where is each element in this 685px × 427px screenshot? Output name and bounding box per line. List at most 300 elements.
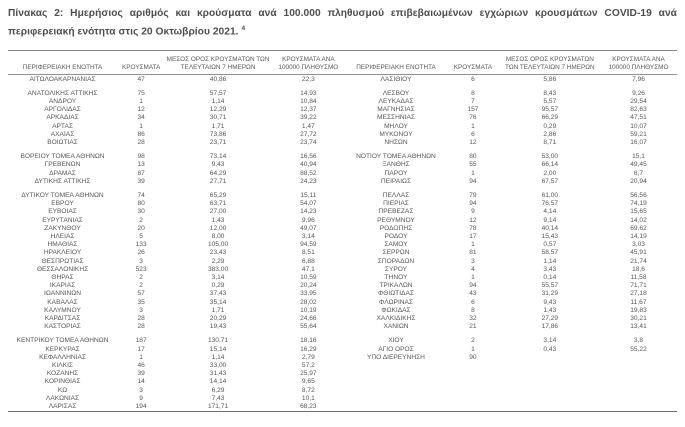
avg7-cell: 0,29 (211, 282, 225, 290)
cases-cell: 12 (137, 106, 145, 114)
cases-cell: 28 (137, 323, 145, 331)
avg7-cell (500, 403, 600, 411)
cases-cell: 2 (471, 337, 475, 345)
table-row (8, 395, 677, 403)
per100k-cell: 14,02 (630, 216, 647, 224)
region-name-cell: ΜΗΛΟΥ (384, 122, 408, 130)
per100k-cell: 55,64 (300, 323, 317, 331)
per100k-cell: 20,24 (300, 282, 317, 290)
table-row (8, 354, 677, 362)
avg7-cell: 8,71 (543, 139, 557, 146)
per100k-cell: 69,62 (630, 224, 647, 232)
region-name-cell: ΛΑΣΙΘΙΟΥ (380, 75, 412, 83)
per100k-cell: 54,07 (300, 200, 317, 208)
cases-cell: 81 (469, 249, 477, 257)
region-name-cell: ΚΕΝΤΡΙΚΟΥ ΤΟΜΕΑ ΑΘΗΝΩΝ (16, 337, 109, 345)
per100k-cell: 8,51 (301, 249, 315, 257)
region-name-cell: ΜΑΓΝΗΣΙΑΣ (377, 106, 415, 114)
avg7-cell: 7,43 (211, 394, 225, 402)
table-row (8, 89, 677, 98)
region-name-cell: ΔΥΤΙΚΟΥ ΤΟΜΕΑ ΑΘΗΝΩΝ (21, 192, 104, 200)
avg7-cell: 130,71 (207, 337, 229, 345)
region-name-cell: ΠΕΛΛΑΣ (382, 192, 410, 200)
cases-cell: 8 (471, 89, 475, 97)
per100k-cell: 49,07 (300, 224, 317, 232)
table-row (8, 208, 677, 216)
avg7-cell: 9,14 (543, 216, 557, 224)
cases-cell: 12 (469, 216, 477, 224)
table-body (8, 74, 677, 411)
cases-cell: 43 (469, 290, 477, 298)
avg7-cell: 67,57 (541, 177, 559, 185)
header-per100k-left: ΚΡΟΥΣΜΑΤΑ ΑΝΑ 100000 ΠΛΗΘΥΣΜΟ (278, 56, 339, 71)
cases-cell: 17 (137, 345, 145, 353)
avg7-cell: 5,57 (543, 97, 557, 105)
cases-cell: 1 (471, 274, 475, 282)
cases-cell: 187 (135, 337, 147, 345)
cases-cell: 21 (469, 323, 477, 331)
table-row (8, 315, 677, 323)
per100k-cell: 22,3 (301, 75, 315, 83)
region-name-cell: ΥΠΟ ΔΙΕΡΕΥΝΗΣΗ (367, 353, 425, 361)
per100k-cell: 18,6 (632, 265, 645, 273)
avg7-cell: 23,43 (209, 249, 227, 257)
avg7-cell: 61,00 (541, 192, 559, 200)
region-name-cell (346, 362, 446, 370)
divider-bottom (8, 411, 677, 412)
cases-cell: 1 (471, 169, 475, 177)
region-name-cell (346, 403, 446, 411)
region-name-cell: ΑΝΔΡΟΥ (48, 97, 77, 105)
table-row (8, 336, 677, 345)
avg7-cell: 64,29 (209, 169, 227, 177)
table-row (8, 274, 677, 282)
region-name-cell: ΛΕΣΒΟΥ (382, 89, 410, 97)
avg7-cell: 65,29 (209, 192, 227, 200)
per100k-cell: 16,56 (300, 153, 317, 161)
cases-cell: 79 (469, 192, 477, 200)
region-name-cell: ΧΙΟΥ (388, 337, 404, 345)
avg7-cell: 57,57 (209, 89, 227, 97)
region-name-cell: ΤΗΝΟΥ (384, 274, 408, 282)
cases-cell: 3 (139, 306, 143, 314)
cases-cell: 35 (137, 298, 145, 306)
region-name-cell (346, 387, 446, 395)
region-name-cell: ΡΕΘΥΜΝΟΥ (377, 216, 415, 224)
per100k-cell: 27,72 (300, 130, 317, 138)
cases-cell: 13 (137, 161, 145, 169)
cases-cell: 157 (467, 106, 479, 114)
avg7-cell: 73,86 (209, 130, 227, 138)
avg7-cell: 12,00 (209, 224, 227, 232)
region-name-cell: ΒΟΙΩΤΙΑΣ (47, 139, 78, 146)
per100k-cell: 6,88 (301, 257, 315, 265)
cases-cell: 194 (135, 403, 147, 411)
cases-cell: 14 (137, 378, 145, 386)
table-row (8, 191, 677, 200)
avg7-cell: 1,71 (211, 306, 225, 314)
avg7-cell: 31,29 (541, 290, 559, 298)
cases-cell: 39 (137, 370, 145, 378)
avg7-cell: 66,14 (541, 161, 559, 169)
table-row (8, 161, 677, 169)
region-name-cell: ΑΙΤΩΛΟΑΚΑΡΝΑΝΙΑΣ (29, 75, 96, 83)
avg7-cell (500, 362, 600, 370)
cases-cell: 28 (137, 139, 145, 146)
table-row (8, 282, 677, 290)
per100k-cell: 24,66 (300, 315, 317, 323)
per100k-cell: 15,65 (630, 208, 647, 216)
header-region-right: ΠΕΡΙΦΕΡΕΙΑΚΗ ΕΝΟΤΗΤΑ (356, 63, 436, 71)
region-name-cell: ΔΥΤΙΚΗΣ ΑΤΤΙΚΗΣ (34, 177, 91, 185)
cases-cell: 98 (137, 153, 145, 161)
per100k-cell: 10,07 (630, 122, 647, 130)
table-row (8, 106, 677, 114)
region-name-cell: ΑΧΑΪΑΣ (50, 130, 75, 138)
avg7-cell (500, 387, 600, 395)
region-name-cell: ΠΡΕΒΕΖΑΣ (378, 208, 414, 216)
cases-cell: 6 (471, 130, 475, 138)
avg7-cell: 63,71 (209, 200, 227, 208)
region-name-cell: ΣΥΡΟΥ (384, 265, 408, 273)
per100k-cell: 18,16 (300, 337, 317, 345)
per100k-cell: 14,19 (630, 233, 647, 241)
avg7-cell: 19,43 (209, 323, 227, 331)
cases-cell: 8 (471, 306, 475, 314)
region-name-cell: ΞΑΝΘΗΣ (382, 161, 410, 169)
table-row (8, 323, 677, 331)
cases-cell: 94 (469, 177, 477, 185)
table-row (8, 370, 677, 378)
table-row (8, 98, 677, 106)
region-name-cell: ΘΕΣΣΑΛΟΝΙΚΗΣ (36, 265, 89, 273)
region-name-cell: ΘΕΣΠΡΩΤΙΑΣ (41, 257, 84, 265)
region-name-cell: ΜΕΣΣΗΝΙΑΣ (377, 114, 415, 122)
per100k-cell: 14,23 (300, 208, 317, 216)
cases-cell: 76 (469, 114, 477, 122)
avg7-cell: 1,71 (211, 122, 225, 130)
avg7-cell: 27,71 (209, 177, 227, 185)
per100k-cell: 10,59 (300, 274, 317, 282)
per100k-cell: 6,7 (633, 169, 644, 177)
avg7-cell: 9,43 (543, 298, 557, 306)
region-name-cell: ΑΝΑΤΟΛΙΚΗΣ ΑΤΤΙΚΗΣ (27, 89, 98, 97)
avg7-cell: 73,14 (209, 153, 227, 161)
per100k-cell: 10,1 (301, 394, 315, 402)
per100k-cell: 9,65 (301, 378, 315, 386)
per100k-cell: 19,83 (630, 306, 647, 314)
table-row (8, 233, 677, 241)
region-name-cell: ΛΕΥΚΑΔΑΣ (378, 97, 414, 105)
region-name-cell: ΘΗΡΑΣ (51, 274, 74, 282)
per100k-cell: 15,11 (300, 192, 317, 200)
cases-cell: 57 (137, 290, 145, 298)
table-row (8, 241, 677, 249)
region-name-cell: ΠΑΡΟΥ (384, 169, 408, 177)
table-header-row (8, 51, 677, 74)
avg7-cell: 95,57 (541, 106, 559, 114)
cases-cell: 47 (137, 75, 145, 83)
per100k-cell: 28,02 (300, 298, 317, 306)
per100k-cell: 47,51 (630, 114, 647, 122)
avg7-cell: 15,43 (541, 233, 559, 241)
region-name-cell: ΚΟΖΑΝΗΣ (46, 370, 79, 378)
per100k-cell: 27,18 (630, 290, 647, 298)
avg7-cell: 23,71 (209, 139, 227, 146)
avg7-cell: 15,14 (209, 345, 227, 353)
per100k-cell: 14,93 (300, 89, 317, 97)
region-name-cell: ΣΑΜΟΥ (384, 241, 408, 249)
avg7-cell (500, 395, 600, 403)
avg7-cell: 5,86 (543, 75, 557, 83)
cases-cell: 17 (469, 233, 477, 241)
header-per100k-right: ΚΡΟΥΣΜΑΤΑ ΑΝΑ 100000 ΠΛΗΘΥΣΜΟ (608, 56, 669, 71)
cases-cell: 1 (471, 241, 475, 249)
per100k-cell: 23,74 (300, 139, 317, 146)
cases-cell: 80 (137, 200, 145, 208)
cases-cell: 9 (471, 208, 475, 216)
cases-cell: 86 (137, 130, 145, 138)
per100k-cell: 39,22 (300, 114, 317, 122)
avg7-cell: 171,71 (207, 403, 229, 411)
region-name-cell: ΖΑΚΥΝΘΟΥ (44, 224, 81, 232)
table-row (8, 387, 677, 395)
avg7-cell: 383,00 (207, 265, 229, 273)
per100k-cell: 11,58 (630, 274, 647, 282)
table-row (8, 249, 677, 257)
avg7-cell: 0,43 (543, 345, 557, 353)
region-name-cell: ΑΡΚΑΔΙΑΣ (46, 114, 79, 122)
cases-cell: 523 (135, 265, 147, 273)
cases-cell: 75 (137, 89, 145, 97)
header-cases-right: ΚΡΟΥΣΜΑΤΑ (453, 63, 493, 71)
cases-cell (446, 378, 500, 386)
region-name-cell: ΝΗΣΩΝ (384, 139, 408, 146)
cases-cell (446, 362, 500, 370)
region-name-cell (346, 395, 446, 403)
per100k-cell: 57,2 (301, 362, 315, 370)
table-row (8, 170, 677, 178)
cases-cell: 1 (139, 97, 143, 105)
region-name-cell: ΕΥΒΟΙΑΣ (48, 208, 77, 216)
avg7-cell: 66,29 (541, 114, 559, 122)
per100k-cell (600, 370, 677, 378)
table-row (8, 299, 677, 307)
per100k-cell: 13,41 (630, 323, 647, 331)
region-name-cell: ΒΟΡΕΙΟΥ ΤΟΜΕΑ ΑΘΗΝΩΝ (20, 153, 105, 161)
avg7-cell: 1,43 (211, 216, 225, 224)
per100k-cell: 49,45 (630, 161, 647, 169)
footnote-marker: 4 (241, 24, 246, 32)
region-name-cell: ΚΑΣΤΟΡΙΑΣ (44, 323, 81, 331)
region-name-cell: ΕΒΡΟΥ (51, 200, 74, 208)
avg7-cell: 58,57 (541, 249, 559, 257)
table-row (8, 123, 677, 131)
table-row (8, 346, 677, 354)
avg7-cell: 17,86 (541, 323, 559, 331)
region-name-cell: ΑΓΙΟ ΟΡΟΣ (378, 345, 414, 353)
table-caption (8, 7, 677, 39)
region-name-cell: ΚΕΡΚΥΡΑΣ (45, 345, 80, 353)
cases-cell: 80 (469, 153, 477, 161)
per100k-cell: 16,07 (630, 139, 647, 146)
per100k-cell: 12,37 (300, 106, 317, 114)
region-name-cell: ΤΡΙΚΑΛΩΝ (379, 282, 413, 290)
cases-cell: 9 (139, 394, 143, 402)
table-row (8, 307, 677, 315)
per100k-cell: 68,23 (300, 403, 317, 411)
table-row (8, 114, 677, 122)
avg7-cell (500, 370, 600, 378)
region-name-cell: ΧΑΝΙΩΝ (383, 323, 409, 331)
per100k-cell: 10,84 (300, 97, 317, 105)
region-name-cell: ΚΩ (57, 386, 68, 394)
per100k-cell: 1,47 (301, 122, 315, 130)
avg7-cell: 55,57 (541, 282, 559, 290)
per100k-cell: 11,67 (630, 298, 647, 306)
cases-cell: 94 (469, 282, 477, 290)
avg7-cell: 3,43 (543, 265, 557, 273)
cases-cell: 30 (137, 208, 145, 216)
per100k-cell: 10,19 (300, 306, 317, 314)
cases-cell (446, 387, 500, 395)
avg7-cell (500, 354, 600, 362)
cases-cell: 55 (469, 161, 477, 169)
region-name-cell: ΡΟΔΟΥ (384, 233, 408, 241)
region-name-cell: ΗΜΑΘΙΑΣ (47, 241, 78, 249)
cases-cell: 2 (139, 216, 143, 224)
avg7-cell: 33,00 (209, 362, 227, 370)
per100k-cell: 8,72 (301, 386, 315, 394)
avg7-cell: 2,86 (543, 130, 557, 138)
avg7-cell: 1,14 (211, 97, 225, 105)
table-row (8, 139, 677, 147)
per100k-cell: 88,52 (300, 169, 317, 177)
per100k-cell: 82,63 (630, 106, 647, 114)
region-name-cell: ΗΛΕΙΑΣ (50, 233, 75, 241)
per100k-cell: 56,56 (630, 192, 647, 200)
avg7-cell: 30,71 (209, 114, 227, 122)
cases-cell (446, 370, 500, 378)
region-name-cell: ΛΑΚΩΝΙΑΣ (45, 394, 80, 402)
table-row (8, 200, 677, 208)
cases-cell: 32 (469, 315, 477, 323)
per100k-cell (600, 387, 677, 395)
cases-cell: 7 (471, 97, 475, 105)
per100k-cell: 24,23 (300, 177, 317, 185)
table-caption-text: Πίνακας 2: Ημερήσιος αριθμός και κρούσματα ανά 100.000 πληθυσμού επιβεβαιωμένων εγχώριων κρουσμάτων COVID-19 ανά περιφερειακή ενότητα στις 20 Οκτωβρίου 2021. (8, 8, 677, 37)
cases-cell: 1 (471, 122, 475, 130)
per100k-cell: 29,54 (630, 97, 647, 105)
table-row (8, 225, 677, 233)
avg7-cell: 1,43 (543, 306, 557, 314)
per100k-cell: 47,1 (301, 265, 315, 273)
avg7-cell: 1,14 (543, 257, 557, 265)
header-avg7-right: ΜΕΣΟΣ ΟΡΟΣ ΚΡΟΥΣΜΑΤΩΝ ΤΩΝ ΤΕΛΕΥΤΑΙΩΝ 7 ΗΜΕΡΩΝ (505, 56, 595, 71)
avg7-cell: 3,14 (211, 274, 225, 282)
cases-cell: 3 (139, 257, 143, 265)
avg7-cell: 20,29 (209, 315, 227, 323)
avg7-cell: 53,00 (541, 153, 559, 161)
per100k-cell: 71,71 (630, 282, 647, 290)
avg7-cell: 14,14 (209, 378, 227, 386)
per100k-cell: 55,22 (630, 345, 647, 353)
per100k-cell: 3,14 (301, 233, 315, 241)
region-name-cell: ΚΑΒΑΛΑΣ (47, 298, 78, 306)
cases-cell: 39 (137, 177, 145, 185)
covid-regional-table (8, 51, 677, 411)
cases-cell (446, 395, 500, 403)
cases-cell: 34 (137, 114, 145, 122)
region-name-cell: ΣΕΡΡΩΝ (382, 249, 410, 257)
region-name-cell: ΜΥΚΟΝΟΥ (379, 130, 413, 138)
table-row (8, 131, 677, 139)
cases-cell: 90 (469, 353, 477, 361)
region-name-cell: ΠΕΙΡΑΙΩΣ (380, 177, 412, 185)
per100k-cell (600, 403, 677, 411)
region-name-cell: ΙΩΑΝΝΙΝΩΝ (44, 290, 81, 298)
per100k-cell: 94,59 (300, 241, 317, 249)
avg7-cell: 1,14 (211, 353, 225, 361)
table-row (8, 378, 677, 386)
avg7-cell: 0,57 (543, 241, 557, 249)
region-name-cell: ΦΘΙΩΤΙΔΑΣ (378, 290, 414, 298)
avg7-cell: 9,43 (211, 161, 225, 169)
avg7-cell: 0,14 (543, 274, 557, 282)
region-name-cell: ΗΡΑΚΛΕΙΟΥ (43, 249, 82, 257)
region-name-cell: ΣΠΟΡΑΔΩΝ (377, 257, 415, 265)
cases-cell: 133 (135, 241, 147, 249)
per100k-cell (600, 395, 677, 403)
per100k-cell: 45,91 (630, 249, 647, 257)
region-name-cell: ΚΙΛΚΙΣ (52, 362, 73, 370)
region-name-cell: ΦΛΩΡΙΝΑΣ (378, 298, 414, 306)
cases-cell: 28 (137, 315, 145, 323)
cases-cell: 1 (139, 122, 143, 130)
region-name-cell (346, 370, 446, 378)
region-name-cell: ΔΡΑΜΑΣ (49, 169, 76, 177)
avg7-cell (500, 378, 600, 386)
region-name-cell: ΦΩΚΙΔΑΣ (381, 306, 411, 314)
per100k-cell: 3,8 (633, 337, 644, 345)
region-name-cell: ΚΟΡΙΝΘΙΑΣ (44, 378, 81, 386)
per100k-cell: 9,96 (301, 216, 315, 224)
region-name-cell: ΚΑΛΥΜΝΟΥ (44, 306, 81, 314)
region-name-cell: ΓΡΕΒΕΝΩΝ (44, 161, 81, 169)
avg7-cell: 2,29 (211, 257, 225, 265)
avg7-cell: 40,86 (209, 75, 227, 83)
table-row (8, 74, 677, 84)
cases-cell: 74 (137, 192, 145, 200)
per100k-cell: 25,97 (300, 370, 317, 378)
cases-cell: 1 (139, 353, 143, 361)
header-region-left: ΠΕΡΙΦΕΡΕΙΑΚΗ ΕΝΟΤΗΤΑ (22, 63, 103, 71)
cases-cell: 6 (471, 298, 475, 306)
table-row (8, 178, 677, 186)
per100k-cell (600, 378, 677, 386)
avg7-cell: 12,29 (209, 106, 227, 114)
avg7-cell: 0,29 (543, 122, 557, 130)
cases-cell (446, 403, 500, 411)
region-name-cell: ΕΥΡΥΤΑΝΙΑΣ (42, 216, 83, 224)
region-name-cell: ΛΑΡΙΣΑΣ (48, 403, 77, 411)
avg7-cell: 105,00 (207, 241, 229, 249)
per100k-cell: 30,21 (630, 315, 647, 323)
region-name-cell: ΝΟΤΙΟΥ ΤΟΜΕΑ ΑΘΗΝΩΝ (356, 153, 436, 161)
region-name-cell: ΚΑΡΔΙΤΣΑΣ (44, 315, 81, 323)
table-row (8, 362, 677, 370)
per100k-cell: 15,1 (632, 153, 645, 161)
